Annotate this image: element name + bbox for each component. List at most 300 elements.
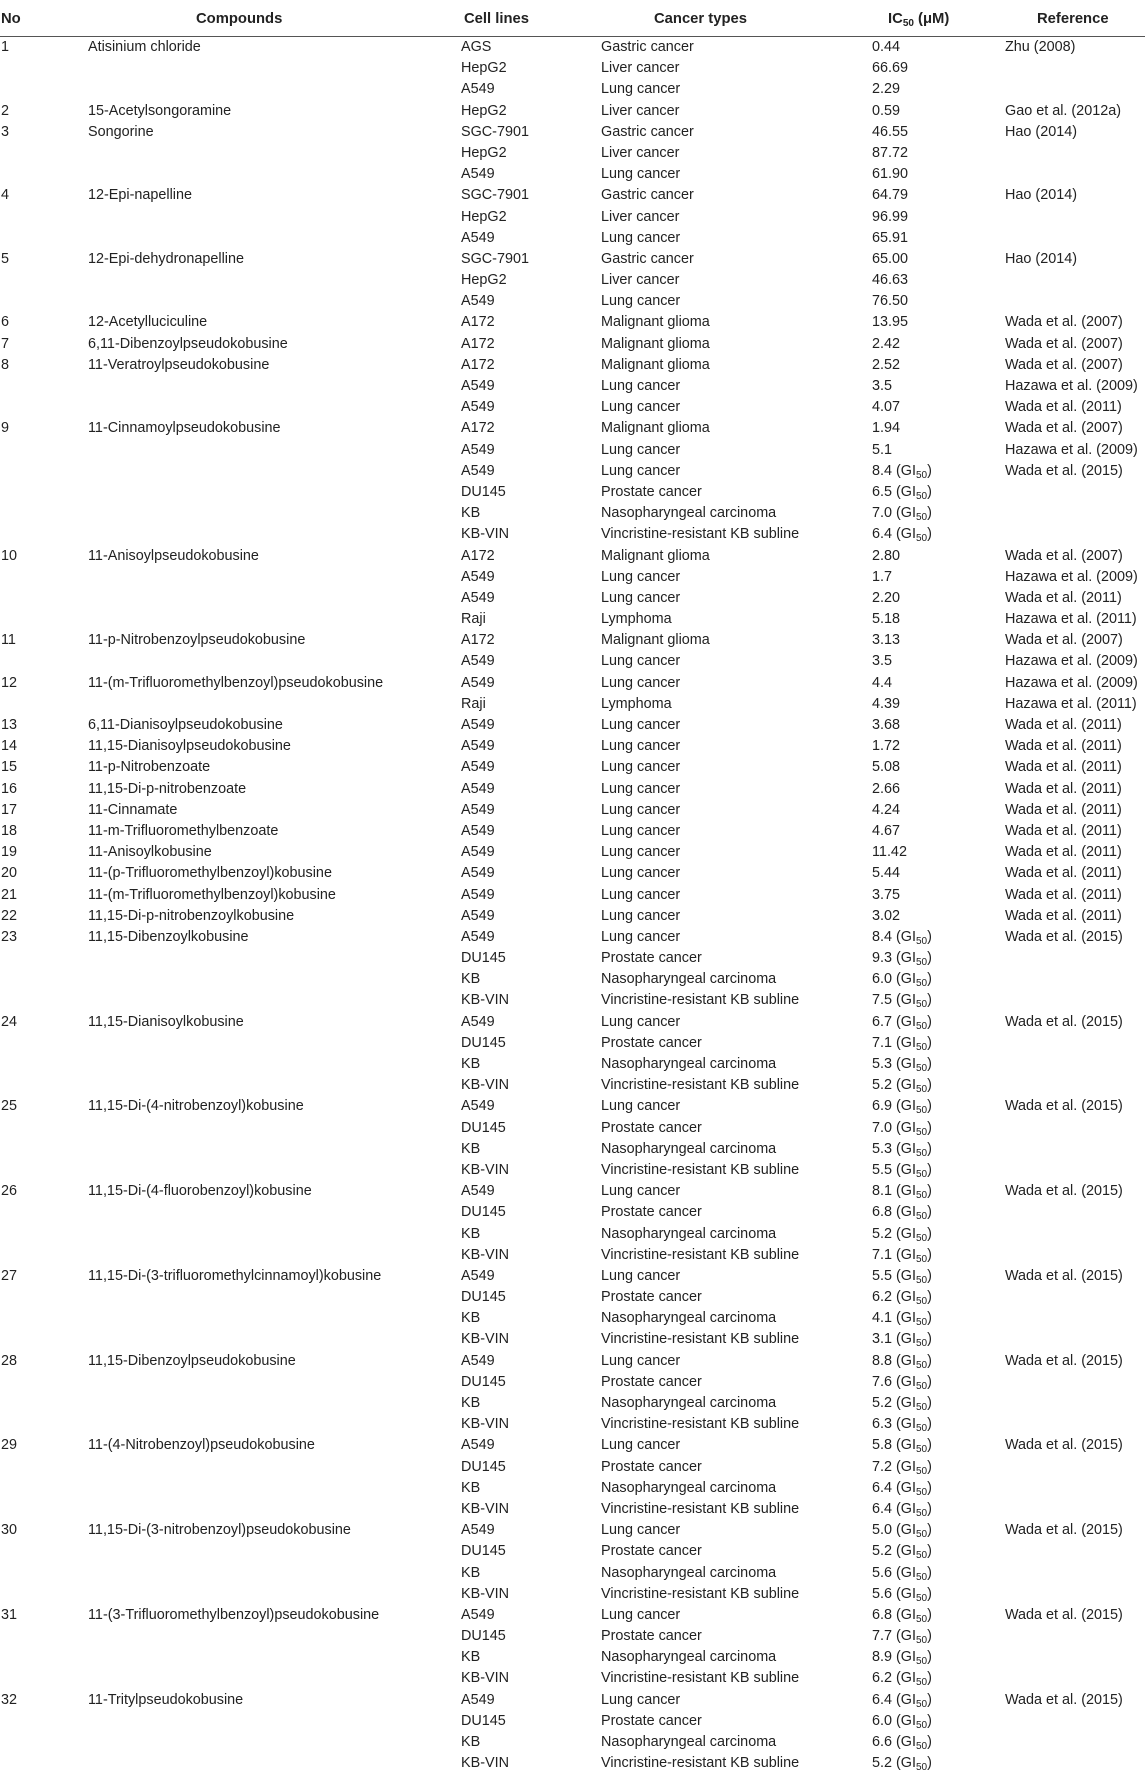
cell-line: DU145 [461,1543,506,1560]
ic50-value [872,101,900,122]
ic50-number: 6.3 (GI [872,1416,916,1433]
compound-name: 12-Epi-dehydronapelline [88,250,245,267]
cell-line: A549 [461,568,495,585]
gi50-close-paren: ) [927,1056,932,1072]
ic50-number: 11.42 [872,844,907,861]
table-row [0,37,1145,58]
table-row [0,270,1145,291]
row-number: 21 [1,886,18,903]
row-number: 8 [1,356,10,373]
ic50-number: 76.50 [872,293,909,310]
row-number: 11 [1,632,16,649]
gi50-subscript: 50 [916,1147,928,1159]
cell-line: KB-VIN [461,1416,509,1433]
table-row [0,58,1145,79]
reference: Wada et al. (2011) [1005,886,1122,903]
table-row [0,1054,1145,1075]
cancer-type: Lung cancer [601,81,681,98]
cell-line: A549 [461,1183,495,1200]
gi50-close-paren: ) [927,1416,932,1433]
reference: Hao (2014) [1005,123,1077,140]
cell-line: KB [461,1056,481,1072]
cancer-type: Vincristine-resistant KB subline [601,1585,800,1602]
ic50-number: 2.80 [872,547,901,564]
cell-line: KB-VIN [461,1585,509,1602]
gi50-close-paren: ) [927,1267,932,1284]
row-number: 19 [1,844,18,861]
ic50-value [872,1118,932,1139]
reference: Wada et al. (2015) [1005,462,1123,479]
reference: Wada et al. (2011) [1005,717,1122,733]
cell-line: A549 [461,886,495,903]
gi50-close-paren: ) [927,1500,932,1517]
compound-name: 11-(p-Trifluoromethylbenzoyl)kobusine [88,865,332,882]
table-row [0,1202,1145,1223]
cancer-type: Gastric cancer [601,123,694,140]
ic50-value [872,969,932,990]
ic50-number: 64.79 [872,187,909,204]
reference: Wada et al. (2011) [1005,844,1122,861]
ic50-number: 5.2 (GI [872,1225,916,1242]
cell-line: A549 [461,378,495,394]
cancer-type: Lung cancer [601,907,681,924]
cell-line: A549 [461,1098,495,1115]
ic50-value [872,503,932,524]
ic50-value [872,1457,932,1478]
cell-line: A549 [461,907,495,924]
ic50-value [872,397,900,418]
cell-line: DU145 [461,1373,506,1390]
table-row [0,143,1145,164]
ic50-number: 5.6 (GI [872,1564,916,1581]
cell-line: A549 [461,865,495,882]
ic50-value [872,355,900,376]
cell-line: A549 [461,293,495,310]
compound-name: 11,15-Di-p-nitrobenzoate [88,780,247,797]
ic50-value [872,1584,932,1605]
ic50-value [872,1753,932,1774]
ic50-number: 6.2 (GI [872,1670,916,1687]
gi50-close-paren: ) [927,1098,932,1115]
table-row [0,334,1145,355]
ic50-number: 61.90 [872,166,909,183]
ic50-number: 8.1 (GI [872,1183,916,1200]
ic50-value [872,1478,932,1499]
ic50-value [872,1139,932,1160]
cancer-type: Prostate cancer [601,950,702,967]
gi50-close-paren: ) [927,1670,932,1687]
ic50-number: 6.6 (GI [872,1734,916,1750]
ic50-value [872,376,892,397]
row-number: 6 [1,314,10,331]
cancer-type: Vincristine-resistant KB subline [601,1161,800,1178]
ic50-number: 6.5 (GI [872,483,916,500]
cell-line: A549 [461,653,495,670]
ic50-value [872,1012,932,1033]
cancer-type: Nasopharyngeal carcinoma [601,505,777,522]
compound-name: 11,15-Di-p-nitrobenzoylkobusine [88,907,295,924]
cell-line: A172 [461,356,495,373]
cancer-type: Prostate cancer [601,1712,702,1729]
ic50-value [872,630,900,651]
gi50-close-paren: ) [927,1479,932,1496]
compound-name: 11,15-Dianisoylpseudokobusine [88,738,291,755]
cell-line: A549 [461,166,495,183]
ic50-number: 5.0 (GI [872,1522,916,1539]
cancer-type: Nasopharyngeal carcinoma [601,1564,777,1581]
cancer-type: Lung cancer [601,1606,681,1623]
reference: Wada et al. (2011) [1005,738,1122,755]
gi50-subscript: 50 [916,978,928,990]
cell-line: KB [461,1395,481,1411]
gi50-close-paren: ) [927,1395,932,1411]
gi50-close-paren: ) [927,992,932,1009]
gi50-close-paren: ) [927,928,932,945]
gi50-close-paren: ) [927,1458,932,1475]
cancer-type: Lymphoma [601,695,672,712]
cell-line: KB-VIN [461,1500,509,1517]
table-row [0,906,1145,927]
row-number: 20 [1,865,18,882]
gi50-close-paren: ) [927,950,932,967]
ic50-number: 2.42 [872,335,901,352]
cell-line: DU145 [461,950,506,967]
cancer-type: Lung cancer [601,399,681,416]
gi50-close-paren: ) [927,1352,932,1369]
ic50-number: 7.5 (GI [872,992,916,1009]
row-number: 12 [1,674,18,691]
header-ic50-subscript: 50 [902,18,914,29]
ic50-value [872,334,900,355]
cell-line: A549 [461,738,495,755]
ic50-number: 0.44 [872,39,901,55]
table-row [0,291,1145,312]
ic50-value [872,1224,932,1245]
gi50-close-paren: ) [927,1077,932,1094]
ic50-value [872,1266,932,1287]
table-row [0,1139,1145,1160]
cancer-type: Vincristine-resistant KB subline [601,1331,800,1348]
ic50-number: 6.8 (GI [872,1204,916,1221]
row-number: 13 [1,717,18,733]
ic50-number: 6.0 (GI [872,971,916,988]
cancer-type: Lung cancer [601,589,681,606]
cancer-type: Vincristine-resistant KB subline [601,1755,800,1772]
ic50-value [872,821,900,842]
compound-name: 6,11-Dibenzoylpseudokobusine [88,335,288,352]
ic50-value [872,1711,932,1732]
ic50-number: 4.24 [872,801,901,818]
gi50-close-paren: ) [927,483,932,500]
table-row [0,927,1145,948]
compound-name: 12-Epi-napelline [88,187,193,204]
gi50-subscript: 50 [916,1677,928,1689]
ic50-number: 7.2 (GI [872,1458,916,1475]
compound-name: 15-Acetylsongoramine [88,102,232,119]
table-row [0,567,1145,588]
table-row [0,1012,1145,1033]
cancer-type: Lung cancer [601,1267,681,1284]
ic50-number: 6.4 (GI [872,1500,916,1517]
ic50-number: 6.4 (GI [872,1691,916,1708]
gi50-close-paren: ) [927,526,932,543]
ic50-number: 4.07 [872,399,901,416]
gi50-subscript: 50 [916,1063,928,1074]
reference: Wada et al. (2007) [1005,335,1123,352]
gi50-close-paren: ) [927,1691,932,1708]
gi50-subscript: 50 [916,1635,928,1647]
cell-line: A549 [461,1437,495,1454]
compound-name: 11,15-Di-(3-trifluoromethylcinnamoyl)kobusine [88,1267,382,1284]
ic50-value [872,418,900,439]
ic50-value [872,948,932,969]
table-row [0,1287,1145,1308]
reference: Wada et al. (2007) [1005,632,1123,649]
reference: Wada et al. (2015) [1005,1013,1123,1030]
gi50-subscript: 50 [916,1741,928,1752]
table-row [0,1753,1145,1774]
row-number: 3 [1,123,10,140]
table-row [0,1520,1145,1541]
ic50-value [872,842,907,863]
cell-line: A549 [461,462,495,479]
reference: Wada et al. (2015) [1005,1437,1123,1454]
cell-line: A549 [461,399,495,416]
ic50-value [872,1308,932,1329]
reference: Wada et al. (2015) [1005,928,1123,945]
table-row [0,736,1145,757]
ic50-number: 6.4 (GI [872,526,916,543]
ic50-value [872,546,900,567]
cancer-type: Lung cancer [601,1183,681,1200]
ic50-number: 6.4 (GI [872,1479,916,1496]
gi50-close-paren: ) [927,1522,932,1539]
ic50-number: 3.1 (GI [872,1331,916,1348]
reference: Wada et al. (2011) [1005,780,1122,797]
cell-line: KB-VIN [461,526,509,543]
row-number: 2 [1,102,10,119]
compound-name: 6,11-Dianisoylpseudokobusine [88,717,283,733]
table-row [0,503,1145,524]
ic50-value [872,1054,932,1075]
gi50-subscript: 50 [916,1296,928,1308]
cell-line: KB-VIN [461,1161,509,1178]
header-ic50-unit: (μM) [913,11,950,27]
cancer-type: Nasopharyngeal carcinoma [601,1479,777,1496]
header-compounds: Compounds [196,11,283,27]
row-number: 26 [1,1183,18,1200]
cancer-type: Prostate cancer [601,1628,702,1645]
table-row [0,1563,1145,1584]
row-number: 10 [1,547,18,564]
ic50-value [872,1096,932,1117]
cancer-type: Lung cancer [601,759,681,776]
table-row [0,588,1145,609]
reference: Hazawa et al. (2011) [1005,695,1137,712]
cancer-type: Vincristine-resistant KB subline [601,992,800,1009]
cancer-type: Lung cancer [601,717,681,733]
table-row [0,1711,1145,1732]
compound-name: 11-p-Nitrobenzoate [88,759,211,776]
table-row [0,1499,1145,1520]
reference: Wada et al. (2011) [1005,801,1122,818]
cancer-type: Lung cancer [601,844,681,861]
row-number: 28 [1,1352,18,1369]
reference: Wada et al. (2015) [1005,1267,1123,1284]
cell-line: A172 [461,420,495,437]
ic50-number: 5.18 [872,611,901,628]
cancer-type: Lung cancer [601,1013,681,1030]
cell-line: Raji [461,695,486,712]
header-ic50 [888,0,949,38]
table-row [0,1224,1145,1245]
gi50-subscript: 50 [916,935,928,947]
ic50-number: 5.8 (GI [872,1437,916,1454]
table-row [0,1647,1145,1668]
cell-line: KB [461,971,481,988]
cell-line: KB [461,1225,481,1242]
ic50-value [872,800,900,821]
cell-line: Raji [461,611,486,628]
header-ic50-main: IC [888,11,903,27]
ic50-number: 4.4 [872,674,893,691]
ic50-value [872,1329,932,1350]
ic50-value [872,990,932,1011]
gi50-subscript: 50 [916,1317,928,1329]
ic50-number: 96.99 [872,208,909,225]
table-row [0,800,1145,821]
cell-line: HepG2 [461,272,507,289]
cancer-type: Prostate cancer [601,1543,702,1560]
ic50-value [872,58,908,79]
reference: Hazawa et al. (2009) [1005,674,1138,691]
table-row [0,1541,1145,1562]
ic50-value [872,567,892,588]
cell-line: A549 [461,674,495,691]
cancer-type: Lung cancer [601,886,681,903]
ic50-number: 3.75 [872,886,901,903]
ic50-number: 7.0 (GI [872,505,916,522]
reference: Wada et al. (2015) [1005,1098,1123,1115]
cell-line: SGC-7901 [461,250,529,267]
table-row [0,440,1145,461]
header-reference: Reference [1037,11,1109,27]
cancer-type: Malignant glioma [601,356,710,373]
ic50-value [872,1499,932,1520]
gi50-close-paren: ) [927,1755,932,1772]
gi50-close-paren: ) [927,971,932,988]
reference: Wada et al. (2015) [1005,1352,1123,1369]
cancer-type: Lung cancer [601,780,681,797]
row-number: 18 [1,822,18,839]
reference: Gao et al. (2012a) [1005,102,1121,119]
cancer-type: Liver cancer [601,272,680,289]
table-row [0,969,1145,990]
cancer-type: Nasopharyngeal carcinoma [601,1395,777,1411]
table-row [0,757,1145,778]
ic50-value [872,270,908,291]
gi50-subscript: 50 [916,1423,928,1435]
reference: Hao (2014) [1005,187,1077,204]
ic50-number: 5.2 (GI [872,1543,916,1560]
gi50-subscript: 50 [916,1041,928,1053]
cancer-type: Gastric cancer [601,250,694,267]
ic50-value [872,1245,932,1266]
table-row [0,1160,1145,1181]
ic50-number: 46.63 [872,272,909,289]
ic50-value [872,1351,932,1372]
ic50-number: 4.67 [872,822,901,839]
compound-name: 11,15-Dibenzoylkobusine [88,928,249,945]
ic50-value [872,588,900,609]
gi50-subscript: 50 [916,1571,928,1583]
table-row [0,842,1145,863]
table-row [0,1435,1145,1456]
gi50-subscript: 50 [916,1253,928,1265]
gi50-subscript: 50 [916,1465,928,1477]
reference: Wada et al. (2011) [1005,907,1122,924]
table-body [0,37,1145,1774]
cancer-type: Lung cancer [601,738,681,755]
cell-line: KB [461,1479,481,1496]
gi50-close-paren: ) [927,1606,932,1623]
ic50-number: 8.4 (GI [872,928,916,945]
ic50-value [872,1414,932,1435]
row-number: 9 [1,420,10,437]
reference: Wada et al. (2011) [1005,865,1122,882]
cell-line: A549 [461,1606,495,1623]
cancer-type: Lung cancer [601,441,681,458]
cancer-type: Vincristine-resistant KB subline [601,1077,800,1094]
reference: Wada et al. (2007) [1005,547,1123,564]
table-row [0,1605,1145,1626]
ic50-value [872,291,908,312]
reference: Wada et al. (2011) [1005,589,1122,606]
ic50-number: 7.1 (GI [872,1246,916,1263]
ic50-number: 7.7 (GI [872,1628,916,1645]
table-row [0,694,1145,715]
gi50-subscript: 50 [916,1274,928,1286]
ic50-number: 2.20 [872,589,901,606]
gi50-subscript: 50 [916,1126,928,1138]
ic50-number: 13.95 [872,314,909,331]
cell-line: KB-VIN [461,1331,509,1348]
reference: Zhu (2008) [1005,39,1076,55]
ic50-value [872,524,932,545]
compound-name: 11-m-Trifluoromethylbenzoate [88,822,279,839]
ic50-value [872,757,900,778]
row-number: 15 [1,759,18,776]
ic50-value [872,1732,932,1753]
compound-name: 11-Cinnamoylpseudokobusine [88,420,281,437]
table-row [0,376,1145,397]
ic50-value [872,1541,932,1562]
ic50-value [872,1690,932,1711]
cell-line: DU145 [461,1712,506,1729]
ic50-value [872,1181,932,1202]
ic50-number: 5.5 (GI [872,1267,916,1284]
cell-line: KB [461,505,481,522]
row-number: 4 [1,187,10,204]
table-row [0,122,1145,143]
ic50-number: 4.39 [872,695,901,712]
cancer-type: Gastric cancer [601,187,694,204]
reference: Hazawa et al. (2009) [1005,653,1138,670]
cell-line: KB-VIN [461,1670,509,1687]
cell-line: KB-VIN [461,1755,509,1772]
ic50-value [872,779,900,800]
gi50-subscript: 50 [916,1380,928,1392]
